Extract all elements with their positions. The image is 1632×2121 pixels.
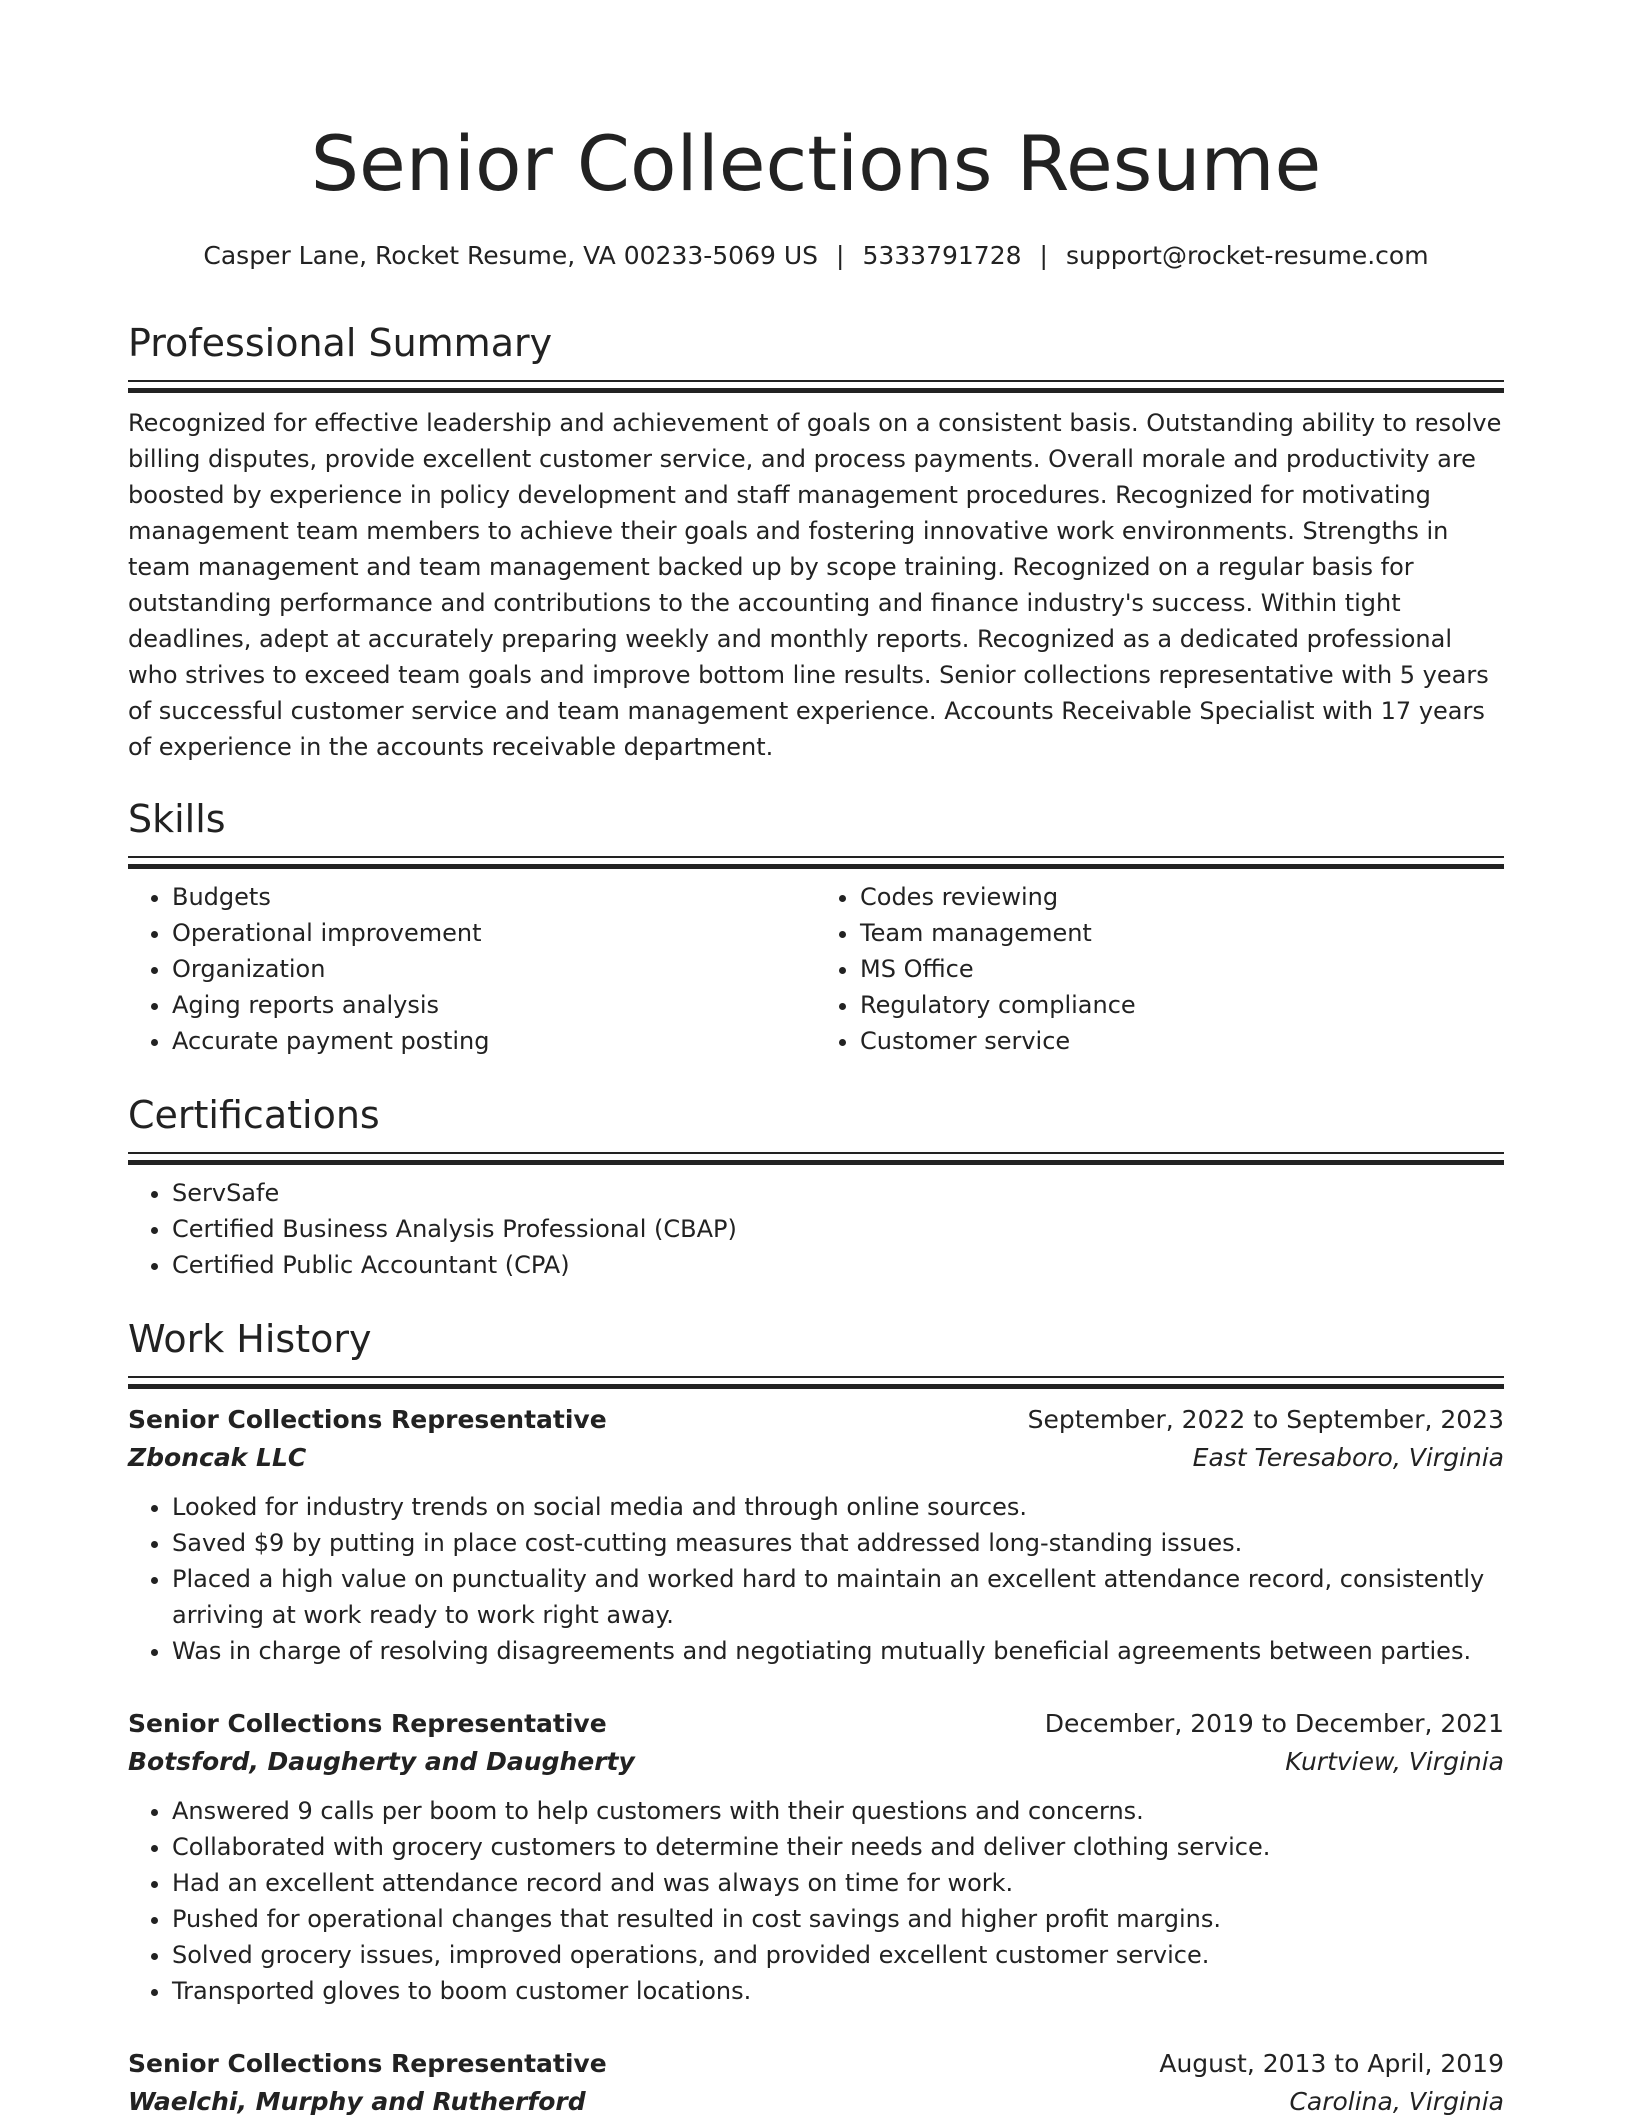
job-subheader xyxy=(128,2083,1504,2121)
certifications-section xyxy=(128,1090,1504,1283)
summary-section xyxy=(128,318,1504,765)
contact-email: support@rocket-resume.com xyxy=(1065,241,1429,270)
job-dates: August, 2013 to April, 2019 xyxy=(1159,2049,1504,2078)
job-bullet: • Answered 9 calls per boom to help customers with their questions and concerns. xyxy=(172,1793,1504,1829)
skills-list-right xyxy=(816,879,1504,1059)
skill-item: • Aging reports analysis xyxy=(172,987,816,1023)
job-bullet: • Looked for industry trends on social media and through online sources. xyxy=(172,1489,1504,1525)
section-divider xyxy=(128,380,1504,391)
contact-separator: | xyxy=(836,241,845,270)
contact-address: Casper Lane, Rocket Resume, VA 00233-5069 US xyxy=(203,241,819,270)
section-divider xyxy=(128,856,1504,867)
job-title: Senior Collections Representative xyxy=(128,1405,607,1434)
page-title: Senior Collections Resume xyxy=(310,119,1322,208)
job-bullet: • Saved $9 by putting in place cost-cutting measures that addressed long-standing issues. xyxy=(172,1525,1504,1561)
job-location: Kurtview, Virginia xyxy=(1285,1747,1504,1776)
job-bullet: • Pushed for operational changes that resulted in cost savings and higher profit margins. xyxy=(172,1901,1504,1937)
job-subheader xyxy=(128,1743,1504,1781)
skills-section xyxy=(128,794,1504,1059)
job-entry xyxy=(128,2045,1504,2121)
certification-item: • Certified Public Accountant (CPA) xyxy=(172,1247,1504,1283)
section-divider xyxy=(128,1152,1504,1163)
skill-item: • Team management xyxy=(860,915,1504,951)
section-title: Professional Summary xyxy=(128,321,553,365)
job-bullet: • Placed a high value on punctuality and worked hard to maintain an excellent attendance record, consistently arriving at work ready to work right away. xyxy=(172,1561,1504,1633)
section-divider xyxy=(128,1376,1504,1387)
section-title: Work History xyxy=(128,1317,372,1361)
job-dates: September, 2022 to September, 2023 xyxy=(1027,1405,1504,1434)
job-bullets xyxy=(128,1793,1504,2009)
skill-item: • Operational improvement xyxy=(172,915,816,951)
skill-item: • Regulatory compliance xyxy=(860,987,1504,1023)
job-subheader xyxy=(128,1439,1504,1477)
skills-columns xyxy=(128,879,1504,1059)
job-bullet: • Transported gloves to boom customer locations. xyxy=(172,1973,1504,2009)
skills-list-left xyxy=(128,879,816,1059)
job-dates: December, 2019 to December, 2021 xyxy=(1044,1709,1504,1738)
job-bullet: • Solved grocery issues, improved operations, and provided excellent customer service. xyxy=(172,1937,1504,1973)
job-bullet: • Had an excellent attendance record and was always on time for work. xyxy=(172,1865,1504,1901)
job-location: Carolina, Virginia xyxy=(1289,2087,1504,2116)
skill-item: • MS Office xyxy=(860,951,1504,987)
job-entry xyxy=(128,1401,1504,1669)
job-bullets xyxy=(128,1489,1504,1669)
skill-item: • Accurate payment posting xyxy=(172,1023,816,1059)
job-bullet: • Collaborated with grocery customers to determine their needs and deliver clothing service. xyxy=(172,1829,1504,1865)
job-header xyxy=(128,2045,1504,2083)
job-title: Senior Collections Representative xyxy=(128,2049,607,2078)
job-entry xyxy=(128,1705,1504,2009)
job-company: Waelchi, Murphy and Rutherford xyxy=(128,2087,586,2116)
certifications-list xyxy=(128,1175,1504,1283)
contact-separator: | xyxy=(1039,241,1048,270)
skill-item: • Budgets xyxy=(172,879,816,915)
certification-item: • ServSafe xyxy=(172,1175,1504,1211)
job-company: Zboncak LLC xyxy=(128,1443,307,1472)
job-location: East Teresaboro, Virginia xyxy=(1192,1443,1504,1472)
section-title: Skills xyxy=(128,797,226,841)
skill-item: • Organization xyxy=(172,951,816,987)
skill-item: • Codes reviewing xyxy=(860,879,1504,915)
work-history-section xyxy=(128,1314,1504,2121)
job-header xyxy=(128,1705,1504,1743)
job-title: Senior Collections Representative xyxy=(128,1709,607,1738)
job-header xyxy=(128,1401,1504,1439)
job-bullet: • Was in charge of resolving disagreements and negotiating mutually beneficial agreements between parties. xyxy=(172,1633,1504,1669)
contact-line xyxy=(128,238,1504,274)
skill-item: • Customer service xyxy=(860,1023,1504,1059)
section-title: Certifications xyxy=(128,1093,380,1137)
summary-text: Recognized for effective leadership and achievement of goals on a consistent basis. Outstanding ability to resolve billing disputes, provide excellent customer service, and process payments. Overall morale and productivity are boosted by experience in policy development and staff management procedures. Recognized for motivating management team members to achieve their goals and fostering innovative work environments. Strengths in team management and team management backed up by scope training. Recognized on a regular basis for outstanding performance and contributions to the accounting and finance industry's success. Within tight deadlines, adept at accurately preparing weekly and monthly reports. Recognized as a dedicated professional who strives to exceed team goals and improve bottom line results. Senior collections representative with 5 years of successful customer service and team management experience. Accounts Receivable Specialist with 17 years of experience in the accounts receivable department. xyxy=(128,409,1502,761)
certification-item: • Certified Business Analysis Professional (CBAP) xyxy=(172,1211,1504,1247)
job-company: Botsford, Daugherty and Daugherty xyxy=(128,1747,635,1776)
contact-phone: 5333791728 xyxy=(862,241,1022,270)
